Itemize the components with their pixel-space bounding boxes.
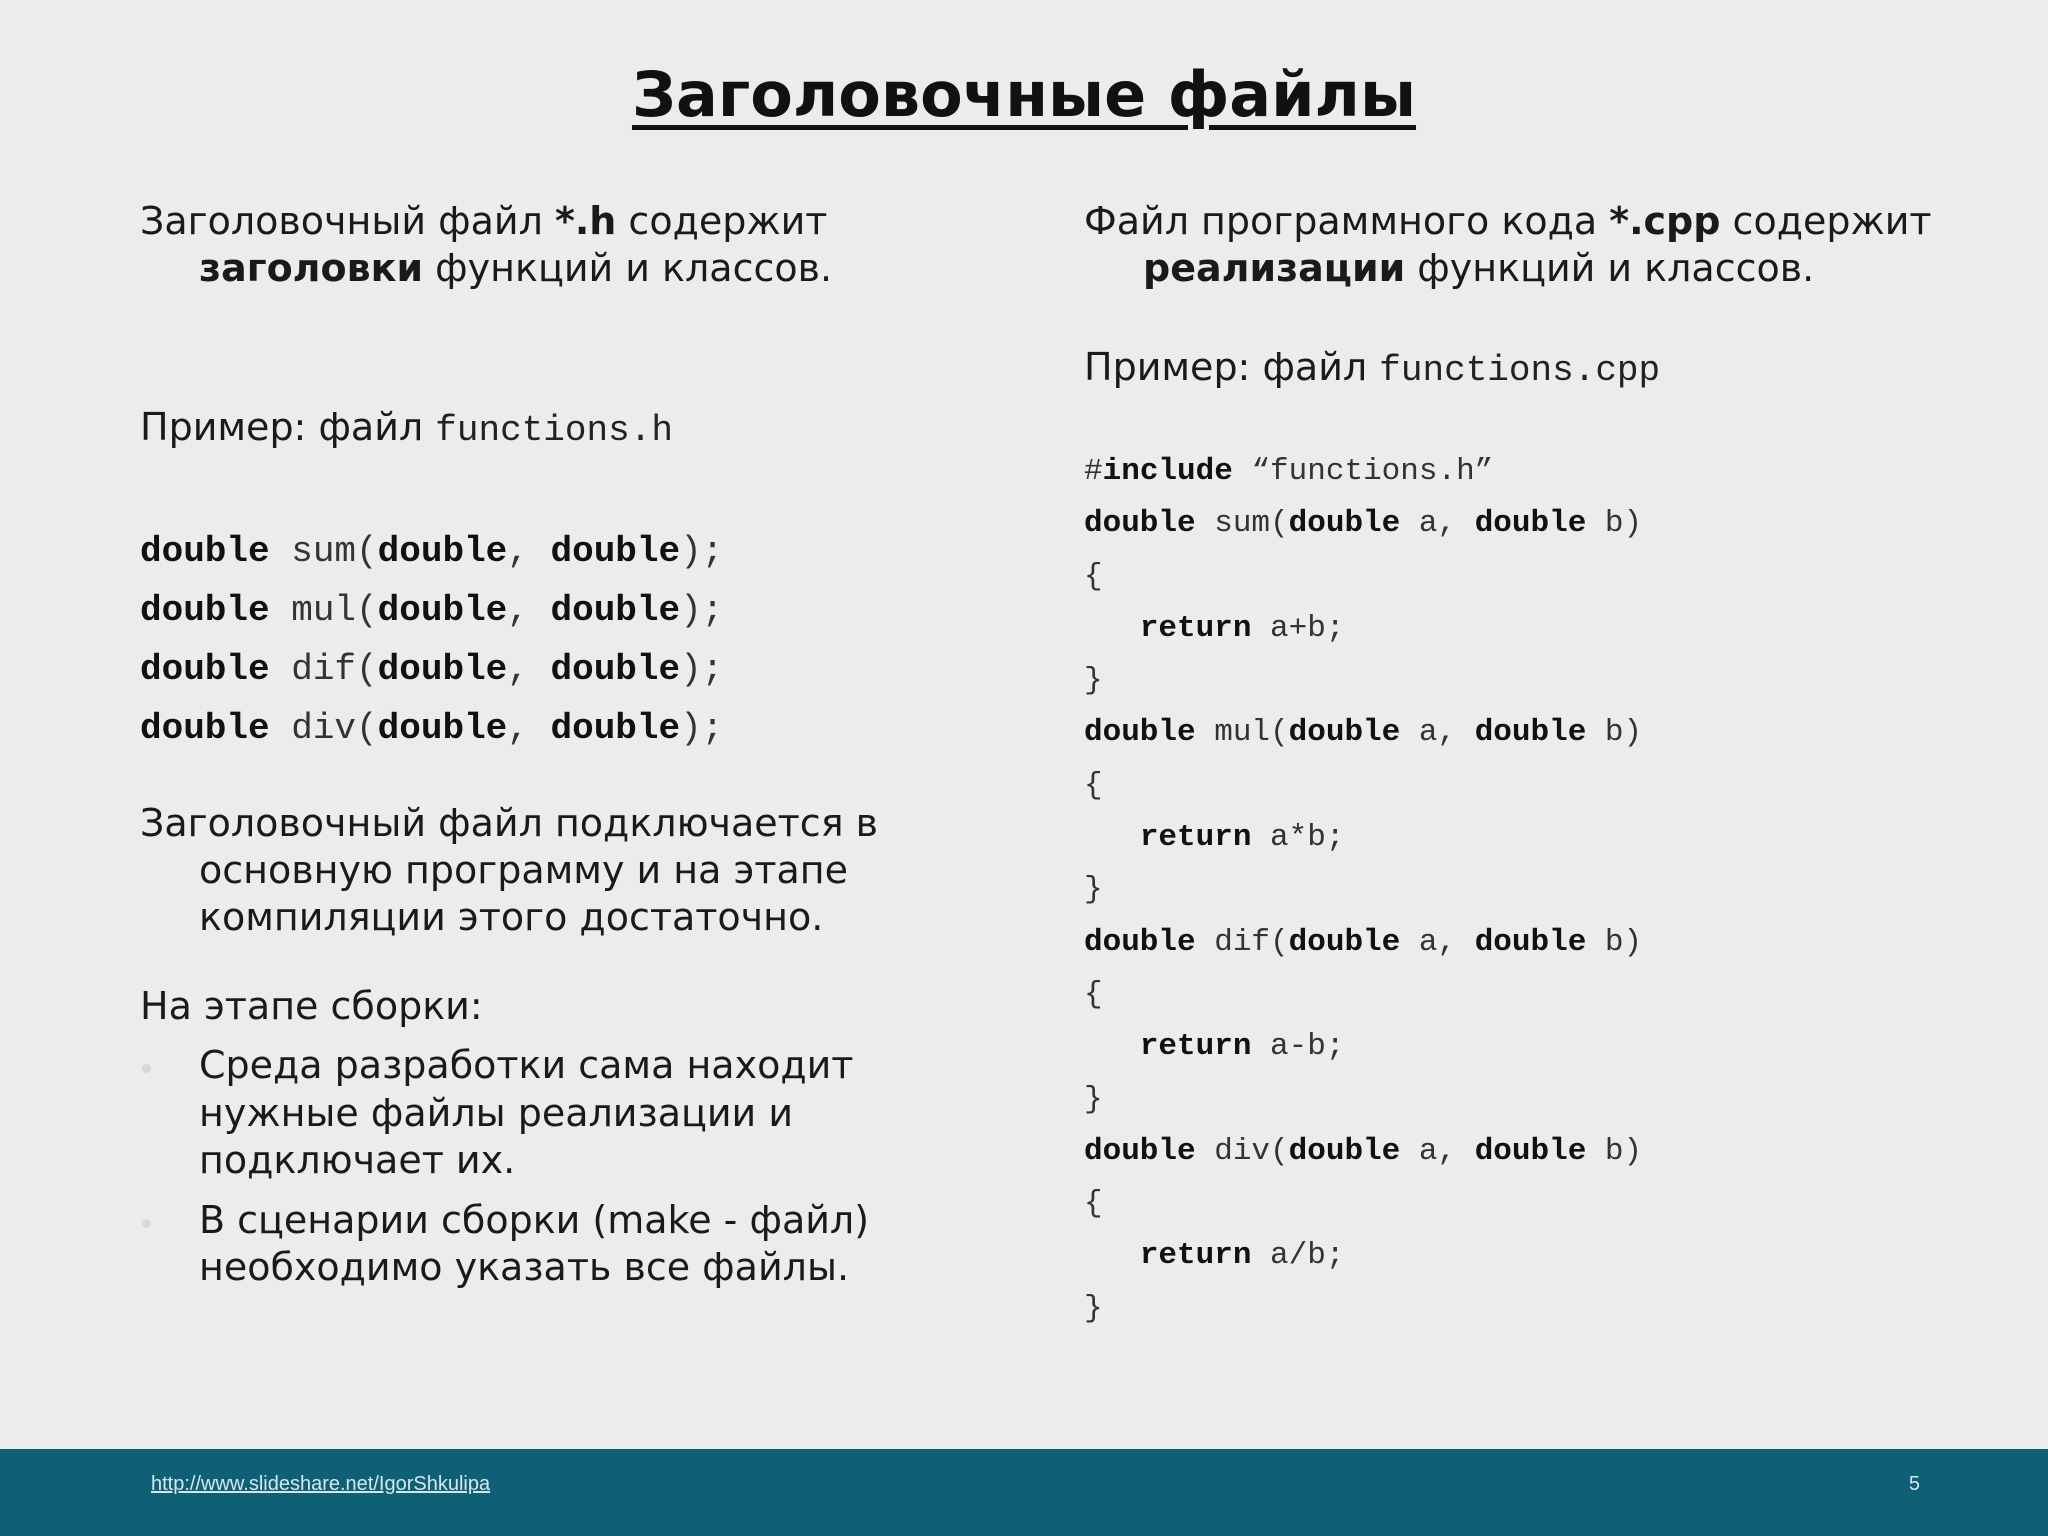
build-bullet-list (140, 1042, 1020, 1292)
code-line: { (1084, 976, 1103, 1012)
keyword: double (140, 590, 270, 631)
keyword: double (550, 531, 681, 572)
punctuation: , (507, 649, 551, 690)
bullet-item (140, 1197, 1020, 1292)
parameter: b) (1586, 715, 1643, 751)
code-line: } (1084, 663, 1103, 699)
keyword: double (377, 708, 508, 749)
keyword: double (1084, 506, 1196, 542)
indent (1084, 820, 1140, 855)
code-line (1084, 1230, 1984, 1282)
code-line (1084, 1126, 1984, 1178)
header-code-block (140, 522, 1020, 758)
code-line (1084, 603, 1984, 655)
slide-title: Заголовочные файлы (631, 58, 1417, 131)
keyword: return (1139, 610, 1252, 646)
text-span: содержит (1720, 199, 1932, 243)
keyword: double (1084, 924, 1196, 960)
example-label-cpp (1084, 344, 1984, 394)
function-name: div( (1195, 1133, 1289, 1169)
code-line (1084, 498, 1984, 550)
keyword: return (1139, 820, 1252, 856)
function-name: dif( (269, 649, 378, 690)
parameter: a, (1400, 715, 1475, 751)
code-line: } (1084, 872, 1103, 908)
punctuation: ); (680, 649, 724, 690)
code-line (1084, 917, 1984, 969)
punctuation: # (1084, 454, 1103, 489)
page-number: 5 (1908, 1473, 1920, 1495)
code-line (140, 640, 1020, 699)
code-line (140, 522, 1020, 581)
keyword: return (1139, 1029, 1252, 1065)
punctuation: ); (680, 531, 724, 572)
bold-span: заголовки (199, 246, 424, 290)
filename: functions.cpp (1379, 350, 1661, 391)
keyword: double (550, 708, 681, 749)
footer-link[interactable]: http://www.slideshare.net/IgorShkulipa (151, 1473, 491, 1495)
parameter: a, (1400, 506, 1475, 542)
function-name: mul( (269, 590, 378, 631)
expression: a+b; (1251, 610, 1345, 646)
keyword: return (1139, 1238, 1252, 1274)
function-name: mul( (1195, 715, 1289, 751)
text-span: Пример: файл (1084, 345, 1380, 389)
cpp-file-intro (1084, 198, 1984, 292)
bullet-icon (142, 1219, 151, 1228)
code-line (1084, 1021, 1984, 1073)
code-line: } (1084, 1081, 1103, 1117)
example-label-h (140, 404, 1020, 454)
keyword: double (1288, 506, 1401, 542)
parameter: a, (1400, 924, 1475, 960)
keyword: double (1288, 715, 1401, 751)
bold-span: *.cpp (1609, 199, 1721, 243)
filename: functions.h (435, 410, 673, 451)
bold-span: *.h (554, 199, 617, 243)
indent (1084, 611, 1140, 646)
code-line: { (1084, 767, 1103, 803)
function-name: sum( (269, 531, 378, 572)
punctuation: ); (680, 590, 724, 631)
indent (1084, 1238, 1140, 1273)
keyword: double (377, 649, 508, 690)
keyword: double (1474, 1133, 1587, 1169)
keyword: double (1474, 924, 1587, 960)
expression: a-b; (1251, 1029, 1345, 1065)
keyword: include (1102, 454, 1233, 489)
keyword: double (550, 649, 681, 690)
keyword: double (1084, 715, 1196, 751)
bullet-icon (142, 1064, 151, 1073)
punctuation: , (507, 531, 551, 572)
compile-note: Заголовочный файл подключается в основную программу и на этапе компиляции этого достаточно. (140, 801, 879, 939)
text-span: функций и классов. (1405, 246, 1815, 290)
keyword: double (1084, 1133, 1196, 1169)
keyword: double (1474, 715, 1587, 751)
keyword: double (1474, 506, 1587, 542)
keyword: double (377, 590, 508, 631)
cpp-code-block (1084, 446, 1984, 1335)
build-heading: На этапе сборки: (140, 984, 483, 1028)
code-line (1084, 707, 1984, 759)
bullet-item (140, 1042, 1020, 1185)
code-line (140, 581, 1020, 640)
parameter: a, (1400, 1133, 1475, 1169)
code-line: } (1084, 1290, 1103, 1326)
punctuation: , (507, 708, 551, 749)
code-line (140, 699, 1020, 758)
bullet-text: В сценарии сборки (make - файл) необходимо указать все файлы. (199, 1197, 870, 1289)
keyword: double (1288, 1133, 1401, 1169)
bullet-text: Среда разработки сама находит нужные файлы реализации и подключает их. (199, 1043, 854, 1182)
parameter: b) (1586, 1133, 1643, 1169)
text-span: функций и классов. (423, 246, 833, 290)
text-span: Заголовочный файл (140, 199, 555, 243)
left-column (140, 198, 1020, 1304)
keyword: double (140, 531, 270, 572)
indent (1084, 1029, 1140, 1064)
text-span: Пример: файл (140, 405, 436, 449)
keyword: double (140, 649, 270, 690)
code-line (1084, 446, 1984, 498)
text-span: Файл программного кода (1084, 199, 1610, 243)
function-name: dif( (1195, 924, 1289, 960)
right-column (1084, 198, 1984, 1335)
keyword: double (1288, 924, 1401, 960)
keyword: double (140, 708, 270, 749)
keyword: double (550, 590, 681, 631)
include-path: “functions.h” (1232, 454, 1494, 489)
punctuation: , (507, 590, 551, 631)
keyword: double (377, 531, 508, 572)
text-span: содержит (616, 199, 828, 243)
code-line: { (1084, 1186, 1103, 1222)
parameter: b) (1586, 506, 1643, 542)
footer-bar (0, 1449, 2048, 1536)
bold-span: реализации (1143, 246, 1406, 290)
expression: a*b; (1251, 820, 1345, 856)
code-line (1084, 812, 1984, 864)
header-file-intro (140, 198, 1020, 292)
expression: a/b; (1251, 1238, 1345, 1274)
punctuation: ); (680, 708, 724, 749)
parameter: b) (1586, 924, 1643, 960)
function-name: div( (269, 708, 378, 749)
code-line: { (1084, 558, 1103, 594)
function-name: sum( (1195, 506, 1289, 542)
